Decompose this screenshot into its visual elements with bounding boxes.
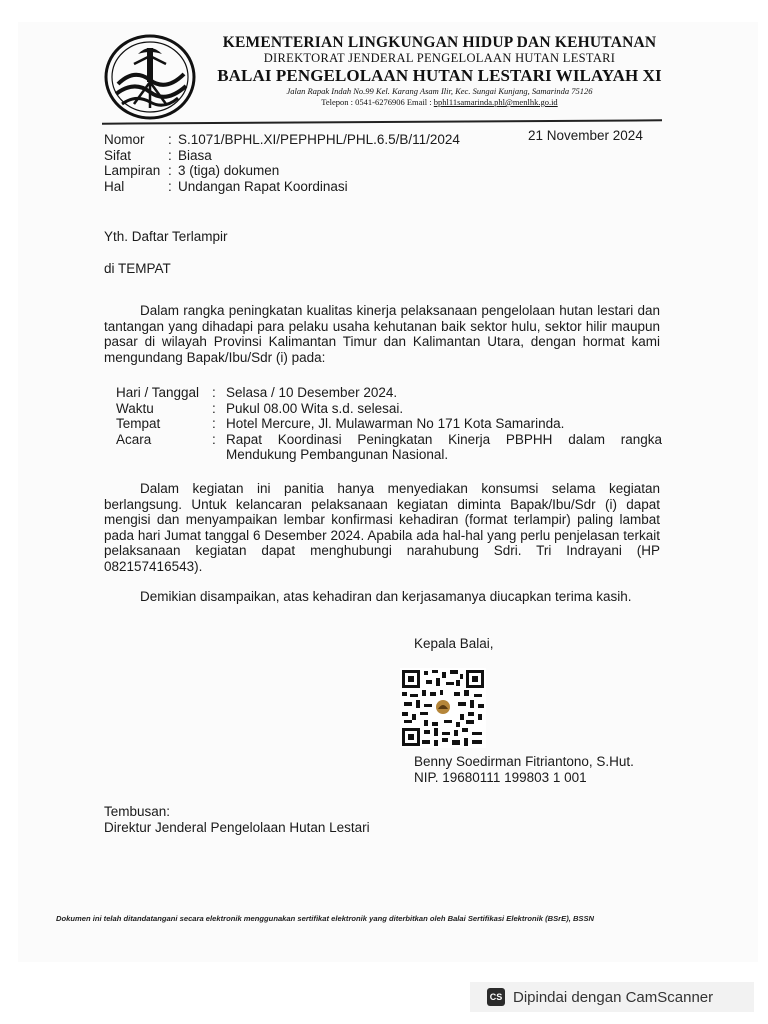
office-name: BALAI PENGELOLAAN HUTAN LESTARI WILAYAH XI — [217, 66, 662, 85]
tempat-value: Hotel Mercure, Jl. Mulawarman No 171 Kota Samarinda. — [226, 416, 565, 431]
sifat-label: Sifat — [104, 147, 132, 163]
signer-nip: NIP. 19680111 199803 1 001 — [414, 770, 587, 785]
contact-email: bphl11samarinda.phl@menlhk.go.id — [433, 97, 558, 107]
office-contact — [212, 97, 667, 108]
hal-label: Hal — [104, 178, 125, 194]
paragraph-2-text: Dalam kegiatan ini panitia hanya menyediakan konsumsi selama kegiatan berlangsung. Untuk kelancaran pelaksanaan kegiatan diminta Bapak/Ibu/Sdr (i) dapat mengisi dan menyampaikan lembar konfirmasi kehadiran (format terlampir) paling lambat pada hari Jumat tanggal 6 Desember 2024. Apabila ada hal-hal yang perlu penjelasan terkait pelaksanaan kegiatan dapat menghubungi narahubung Sdri. Tri Indrayani (HP 082157416543). — [104, 481, 660, 574]
hari-label: Hari / Tanggal — [116, 385, 200, 400]
paragraph-1-text: Dalam rangka peningkatan kualitas kinerja pelaksanaan pengelolaan hutan lestari dan tantangan yang dihadapi para pelaku usaha kehutanan baik sektor hulu, sektor hilir maupun pasar di wilayah Provinsi Kalimantan Timur dan Kalimantan Utara, dengan hormat kami mengundang Bapak/Ibu/Sdr (i) pada: — [104, 303, 660, 365]
body-paragraph-2 — [104, 481, 660, 574]
lampiran-value: 3 (tiga) dokumen — [178, 163, 280, 178]
event-details: Hari / Tanggal : Selasa / 10 Desember 2024. Waktu : Pukul 08.00 Wita s.d. selesai. Tempat : Hotel Mercure, Jl. Mulawarman No 171 Kota Samarinda. Acara : Rapat Koordinasi Peningkatan Kinerja PBPHH dalam rangka Mendukung Pembangunan Nasional. — [116, 385, 662, 462]
directorate-name: DIREKTORAT JENDERAL PENGELOLAAN HUTAN LESTARI — [263, 51, 616, 65]
tembusan-label: Tembusan: — [104, 804, 171, 819]
office-address: Jalan Rapak Indah No.99 Kel. Karang Asam Ilir, Kec. Sungai Kunjang, Samarinda 75126 — [286, 86, 593, 96]
qr-code-signature-icon — [400, 668, 486, 748]
body-paragraph-1 — [104, 303, 660, 365]
camscanner-label: Dipindai dengan CamScanner — [513, 988, 714, 1006]
addressee: Yth. Daftar Terlampir — [104, 229, 228, 244]
signature-closing: Kepala Balai, — [414, 636, 494, 651]
waktu-label: Waktu — [116, 400, 154, 416]
nomor-label: Nomor — [104, 132, 145, 147]
hari-value: Selasa / 10 Desember 2024. — [226, 385, 398, 400]
ministry-logo-icon — [104, 34, 196, 120]
waktu-value: Pukul 08.00 Wita s.d. selesai. — [226, 400, 404, 416]
camscanner-icon: CS — [487, 988, 505, 1006]
lampiran-label: Lampiran — [104, 163, 161, 178]
letter-meta: Nomor : S.1071/BPHL.XI/PEPHPHL/PHL.6.5/B/11/2024 Sifat : Biasa Lampiran : 3 (tiga) dokumen Hal : Undangan Rapat Koordinasi — [104, 132, 460, 194]
letterhead — [212, 34, 667, 108]
acara-value: Rapat Koordinasi Peningkatan Kinerja PBPHH dalam rangka Mendukung Pembangunan Nasional. — [226, 431, 662, 462]
nomor-value: S.1071/BPHL.XI/PEPHPHL/PHL.6.5/B/11/2024 — [178, 132, 460, 147]
paragraph-3-text: Demikian disampaikan, atas kehadiran dan kerjasamanya diucapkan terima kasih. — [140, 589, 632, 604]
tempat-label: Tempat — [116, 416, 161, 431]
camscanner-badge — [470, 982, 754, 1012]
sifat-value: Biasa — [178, 147, 212, 163]
letter-date: 21 November 2024 — [528, 128, 643, 143]
signer-name: Benny Soedirman Fitriantono, S.Hut. — [414, 754, 634, 769]
body-paragraph-3 — [104, 589, 660, 605]
tembusan-block — [104, 804, 370, 836]
signer-block — [414, 754, 634, 786]
hal-value: Undangan Rapat Koordinasi — [178, 178, 348, 194]
ministry-name: KEMENTERIAN LINGKUNGAN HIDUP DAN KEHUTANAN — [222, 34, 657, 51]
electronic-signature-note: Dokumen ini telah ditandatangani secara elektronik menggunakan sertifikat elektronik yang diterbitkan oleh Balai Sertifikasi Elektronik (BSrE), BSSN — [56, 914, 595, 923]
contact-phone: Telepon : 0541-6276906 Email : — [321, 97, 434, 107]
addressee-place: di TEMPAT — [104, 261, 171, 276]
tembusan-recipient: Direktur Jenderal Pengelolaan Hutan Lestari — [104, 820, 370, 835]
acara-label: Acara — [116, 431, 152, 447]
